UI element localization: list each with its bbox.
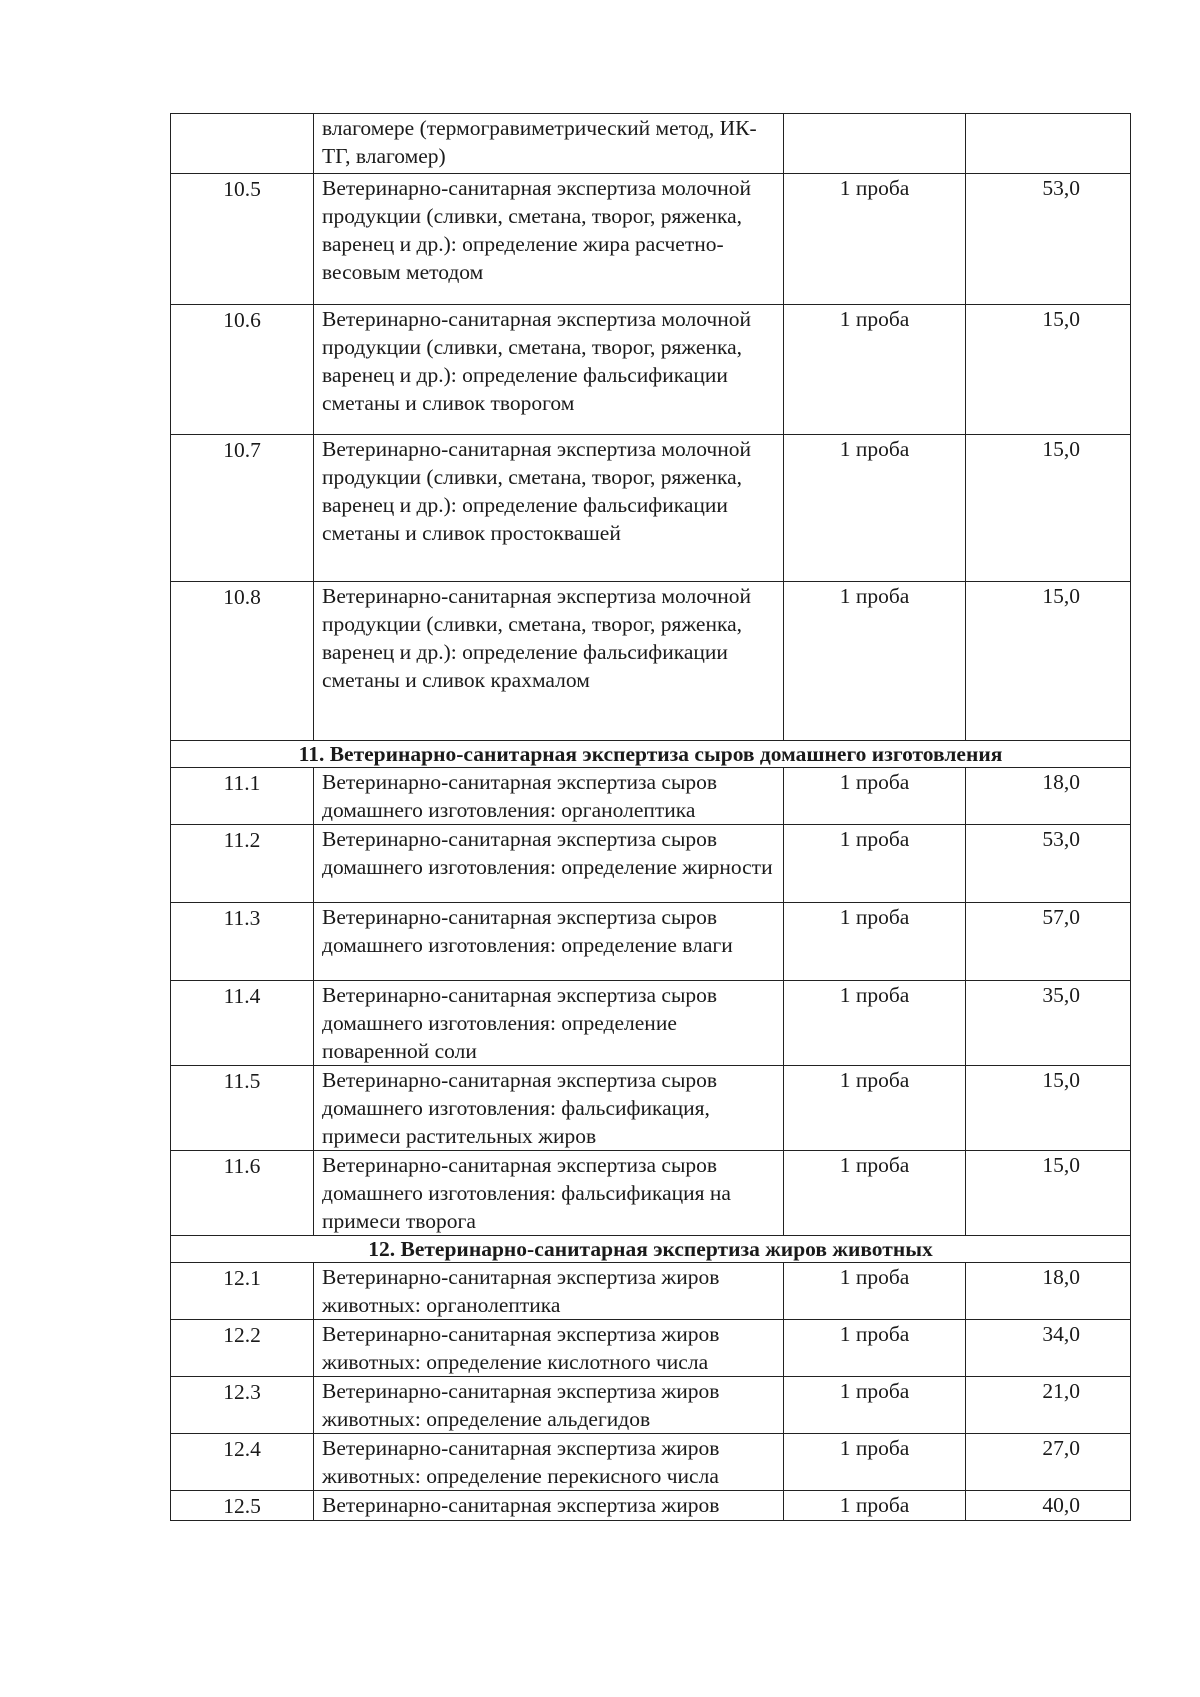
item-number-cell: 11.6 [171, 1151, 314, 1236]
item-number-cell: 10.8 [171, 582, 314, 741]
item-description-cell: Ветеринарно-санитарная экспертиза жиров животных: определение кислотного числа [314, 1320, 784, 1377]
table-row [171, 903, 1131, 981]
item-unit-cell: 1 проба [784, 174, 966, 305]
table-row [171, 825, 1131, 903]
table-row [171, 1320, 1131, 1377]
item-price-cell: 27,0 [966, 1434, 1131, 1491]
item-unit-cell: 1 проба [784, 582, 966, 741]
item-price-cell: 15,0 [966, 305, 1131, 435]
item-unit-cell: 1 проба [784, 305, 966, 435]
item-unit-cell: 1 проба [784, 1263, 966, 1320]
item-price-cell: 18,0 [966, 768, 1131, 825]
item-number-cell: 10.7 [171, 435, 314, 582]
item-price-cell: 34,0 [966, 1320, 1131, 1377]
section-header-row [171, 741, 1131, 768]
continuation-row [171, 114, 1131, 174]
item-price-cell: 15,0 [966, 1151, 1131, 1236]
item-unit-cell: 1 проба [784, 1066, 966, 1151]
item-number-cell: 11.5 [171, 1066, 314, 1151]
table-row [171, 582, 1131, 741]
item-unit-cell: 1 проба [784, 981, 966, 1066]
item-number-cell: 11.3 [171, 903, 314, 981]
item-unit-cell: 1 проба [784, 825, 966, 903]
item-description-cell: Ветеринарно-санитарная экспертиза жиров [314, 1491, 784, 1521]
item-number-cell: 12.3 [171, 1377, 314, 1434]
item-unit-cell: 1 проба [784, 1491, 966, 1521]
continuation-text-cell: влагомере (термогравиметрический метод, ИК-ТГ, влагомер) [314, 114, 784, 174]
table-row [171, 1066, 1131, 1151]
item-price-cell: 18,0 [966, 1263, 1131, 1320]
item-number-cell: 11.4 [171, 981, 314, 1066]
item-price-cell: 21,0 [966, 1377, 1131, 1434]
table-row [171, 981, 1131, 1066]
continuation-num-cell [171, 114, 314, 174]
price-list-body [171, 114, 1131, 1521]
item-number-cell: 12.5 [171, 1491, 314, 1521]
item-description-cell: Ветеринарно-санитарная экспертиза молочной продукции (сливки, сметана, творог, ряженка, варенец и др.): определение фальсификации сметаны и сливок крахмалом [314, 582, 784, 741]
table-row [171, 1377, 1131, 1434]
item-unit-cell: 1 проба [784, 768, 966, 825]
item-description-cell: Ветеринарно-санитарная экспертиза сыров домашнего изготовления: определение поваренной соли [314, 981, 784, 1066]
item-price-cell: 15,0 [966, 435, 1131, 582]
item-unit-cell: 1 проба [784, 1151, 966, 1236]
item-number-cell: 10.6 [171, 305, 314, 435]
table-row [171, 1491, 1131, 1521]
item-description-cell: Ветеринарно-санитарная экспертиза сыров домашнего изготовления: фальсификация, примеси растительных жиров [314, 1066, 784, 1151]
item-description-cell: Ветеринарно-санитарная экспертиза молочной продукции (сливки, сметана, творог, ряженка, варенец и др.): определение фальсификации сметаны и сливок простоквашей [314, 435, 784, 582]
table-row [171, 174, 1131, 305]
item-number-cell: 10.5 [171, 174, 314, 305]
section-header-row [171, 1236, 1131, 1263]
item-price-cell: 53,0 [966, 825, 1131, 903]
item-price-cell: 35,0 [966, 981, 1131, 1066]
table-row [171, 1263, 1131, 1320]
item-description-cell: Ветеринарно-санитарная экспертиза молочной продукции (сливки, сметана, творог, ряженка, варенец и др.): определение фальсификации сметаны и сливок творогом [314, 305, 784, 435]
table-row [171, 768, 1131, 825]
table-row [171, 1151, 1131, 1236]
item-number-cell: 12.1 [171, 1263, 314, 1320]
item-price-cell: 15,0 [966, 1066, 1131, 1151]
table-row [171, 435, 1131, 582]
item-price-cell: 15,0 [966, 582, 1131, 741]
item-description-cell: Ветеринарно-санитарная экспертиза молочной продукции (сливки, сметана, творог, ряженка, варенец и др.): определение жира расчетно-весовым методом [314, 174, 784, 305]
price-list-table [170, 113, 1131, 1521]
table-row [171, 305, 1131, 435]
section-title: 12. Ветеринарно-санитарная экспертиза жиров животных [171, 1236, 1131, 1263]
section-title: 11. Ветеринарно-санитарная экспертиза сыров домашнего изготовления [171, 741, 1131, 768]
item-unit-cell: 1 проба [784, 435, 966, 582]
item-number-cell: 11.2 [171, 825, 314, 903]
continuation-price-cell [966, 114, 1131, 174]
item-number-cell: 12.2 [171, 1320, 314, 1377]
item-description-cell: Ветеринарно-санитарная экспертиза жиров животных: органолептика [314, 1263, 784, 1320]
item-unit-cell: 1 проба [784, 903, 966, 981]
item-price-cell: 40,0 [966, 1491, 1131, 1521]
item-description-cell: Ветеринарно-санитарная экспертиза жиров животных: определение альдегидов [314, 1377, 784, 1434]
item-description-cell: Ветеринарно-санитарная экспертиза сыров домашнего изготовления: определение жирности [314, 825, 784, 903]
item-unit-cell: 1 проба [784, 1320, 966, 1377]
table-row [171, 1434, 1131, 1491]
continuation-unit-cell [784, 114, 966, 174]
item-price-cell: 57,0 [966, 903, 1131, 981]
item-description-cell: Ветеринарно-санитарная экспертиза сыров домашнего изготовления: органолептика [314, 768, 784, 825]
item-price-cell: 53,0 [966, 174, 1131, 305]
item-description-cell: Ветеринарно-санитарная экспертиза сыров домашнего изготовления: фальсификация на примеси творога [314, 1151, 784, 1236]
item-unit-cell: 1 проба [784, 1377, 966, 1434]
item-description-cell: Ветеринарно-санитарная экспертиза сыров домашнего изготовления: определение влаги [314, 903, 784, 981]
item-description-cell: Ветеринарно-санитарная экспертиза жиров животных: определение перекисного числа [314, 1434, 784, 1491]
item-number-cell: 12.4 [171, 1434, 314, 1491]
item-unit-cell: 1 проба [784, 1434, 966, 1491]
item-number-cell: 11.1 [171, 768, 314, 825]
